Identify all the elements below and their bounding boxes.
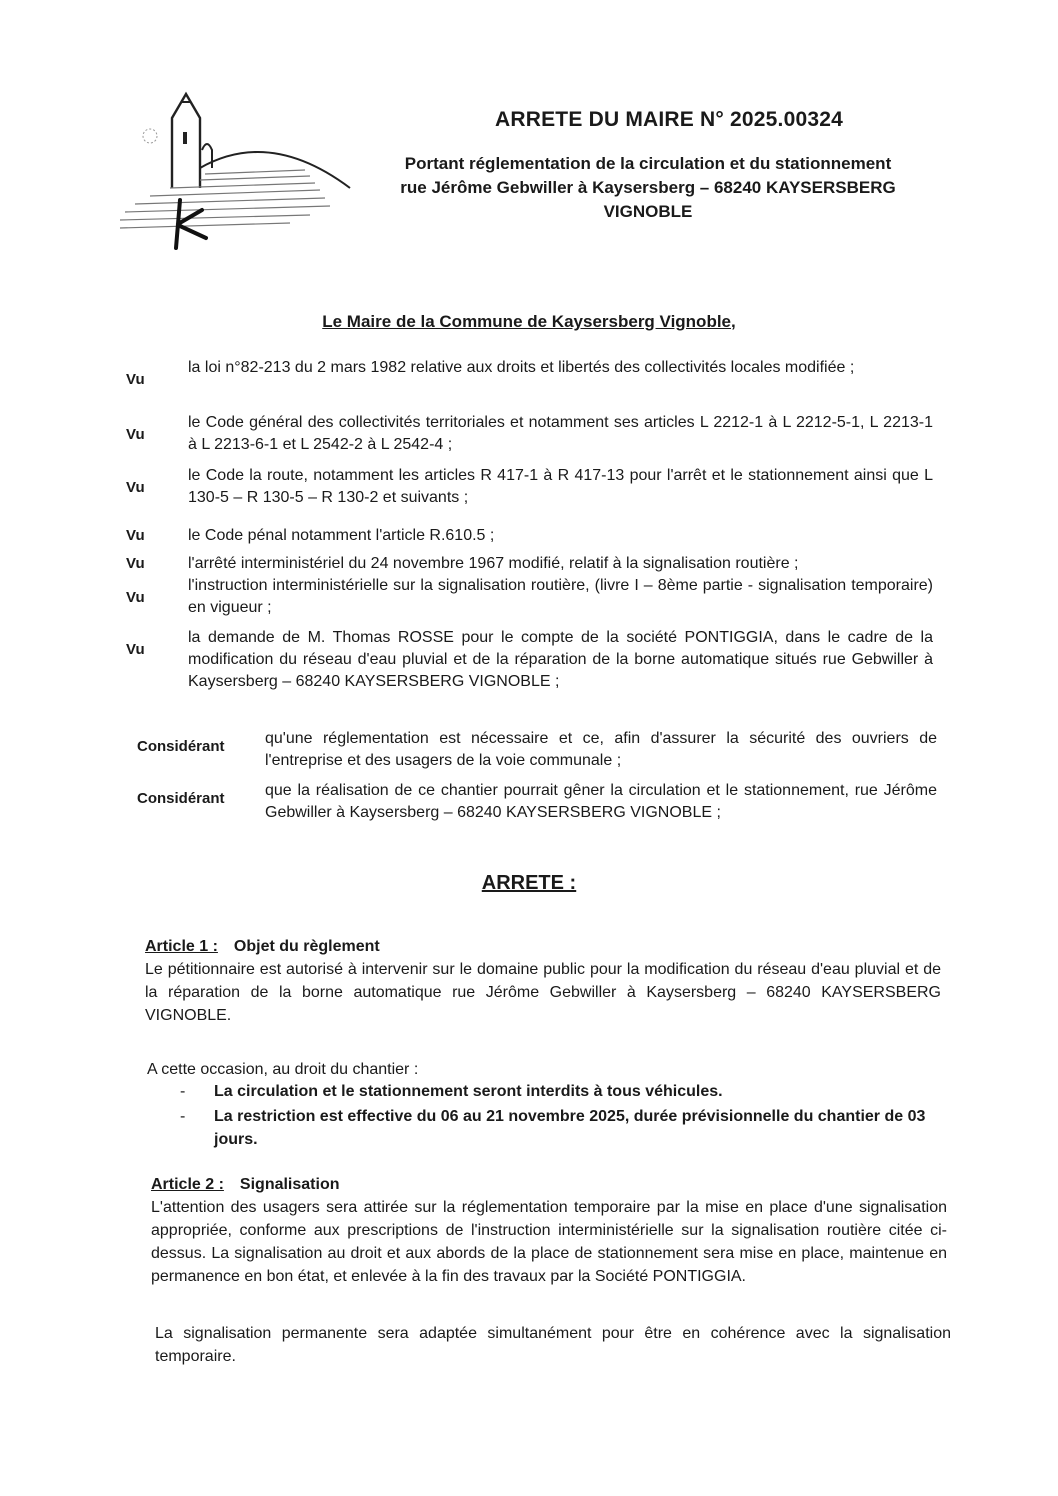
article-2-heading [151,1176,340,1194]
bullet-text: La restriction est effective du 06 au 21 novembre 2025, durée prévisionnelle du chantier de 03 jours. [214,1108,926,1148]
visa-label: Vu [126,371,145,388]
visa-label: Vu [126,555,145,572]
considerant-label: Considérant [137,738,225,755]
visa-label: Vu [126,527,145,544]
visa-label: Vu [126,426,145,443]
visa-text: le Code la route, notamment les articles R 417-1 à R 417-13 pour l'arrêt et le stationnement ainsi que L 130-5 – R 130-5 – R 130-2 et suivants ; [188,467,933,506]
visa-text: le Code pénal notamment l'article R.610.5 ; [188,527,495,544]
considerant-label: Considérant [137,790,225,807]
visa-label: Vu [126,589,145,606]
visa-text: la loi n°82-213 du 2 mars 1982 relative aux droits et libertés des collectivités locales modifiée ; [188,359,855,376]
visa-text: le Code général des collectivités territoriales et notamment ses articles L 2212-1 à L 2212-5-1, L 2213-1 à L 2213-6-1 et L 2542-2 à L 2542-4 ; [188,414,933,453]
arrete-heading-text: ARRETE : [481,872,577,894]
visa-text: la demande de M. Thomas ROSSE pour le compte de la société PONTIGGIA, dans le cadre de la modification du réseau d'eau pluvial et de la réparation de la borne automatique situés rue Gebwiller à Kaysersberg – 68240 KAYSERSBERG VIGNOBLE ; [188,629,933,690]
subtitle-line: VIGNOBLE [603,202,693,221]
bullet-dash: - [180,1083,186,1100]
subtitle-line: Portant réglementation de la circulation et du stationnement [404,154,892,173]
arrete-heading [0,872,1058,895]
article-2-body: L'attention des usagers sera attirée sur la réglementation temporaire par la mise en place d'une signalisation appropriée, conforme aux prescriptions de l'instruction interministérielle sur la signalisation routière citée ci-dessus. La signalisation au droit et aux abords de la place de stationnement sera mise en place, maintenue en permanence en bon état, et enlevée à la fin des travaux par la Société PONTIGGIA. [151,1199,947,1285]
visa-label: Vu [126,641,145,658]
article-2-title: Signalisation [239,1176,340,1193]
kaysersberg-vignoble-logo-icon [110,88,360,258]
bullet-text: La circulation et le stationnement seront interdits à tous véhicules. [214,1083,723,1100]
maire-heading-text: Le Maire de la Commune de Kaysersberg Vignoble, [322,312,736,331]
article-1-intro: A cette occasion, au droit du chantier : [147,1061,419,1078]
visa-text: l'arrêté interministériel du 24 novembre 1967 modifié, relatif à la signalisation routière ; [188,555,799,572]
article-2-body-2: La signalisation permanente sera adaptée simultanément pour être en cohérence avec la signalisation temporaire. [155,1325,951,1365]
article-1-heading [145,938,380,956]
bullet-dash: - [180,1108,186,1125]
visa-label: Vu [126,479,145,496]
decree-subtitle [368,152,928,224]
decree-title: ARRETE DU MAIRE N° 2025.00324 [495,108,843,131]
visa-text: l'instruction interministérielle sur la signalisation routière, (livre I – 8ème partie - signalisation temporaire) en vigueur ; [188,577,933,616]
article-1-number: Article 1 : [145,938,218,955]
subtitle-line: rue Jérôme Gebwiller à Kaysersberg – 68240 KAYSERSBERG [400,178,896,197]
article-1-body: Le pétitionnaire est autorisé à intervenir sur le domaine public pour la modification du réseau d'eau pluvial et de la réparation de la borne automatique rue Jérôme Gebwiller à Kaysersberg – 68240 KAYSERSBERG VIGNOBLE. [145,961,941,1024]
considerant-text: que la réalisation de ce chantier pourrait gêner la circulation et le stationnement, rue Jérôme Gebwiller à Kaysersberg – 68240 KAYSERSBERG VIGNOBLE ; [265,782,937,821]
article-2-number: Article 2 : [151,1176,224,1193]
considerant-text: qu'une réglementation est nécessaire et ce, afin d'assurer la sécurité des ouvriers de l'entreprise et des usagers de la voie communale ; [265,730,937,769]
article-1-title: Objet du règlement [233,938,380,955]
maire-heading [0,312,1058,332]
